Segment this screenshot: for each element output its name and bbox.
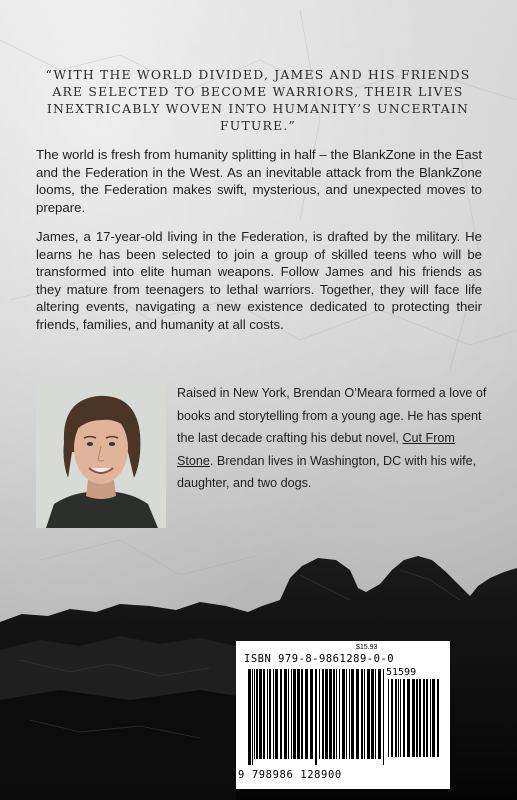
barcode-bar [301, 669, 303, 759]
barcode-bar [371, 669, 374, 759]
barcode-bar [315, 669, 317, 765]
barcode-bar [336, 669, 337, 759]
isbn-number: ISBN 979-8-9861289-0-0 [244, 653, 395, 665]
barcode-bar [291, 669, 292, 759]
barcode-bar [351, 669, 354, 759]
barcode-bar [329, 669, 332, 759]
barcode-bar [280, 669, 282, 759]
barcode-bar [346, 669, 347, 759]
barcode-bar [288, 669, 289, 759]
barcode-bar [293, 669, 296, 759]
barcode-bar [437, 679, 439, 757]
barcode-bar [419, 679, 421, 757]
isbn-barcode [236, 641, 450, 789]
barcode-bar [256, 669, 258, 759]
barcode-bar [388, 679, 389, 757]
barcode-bar [263, 669, 265, 759]
barcode-digits: 9 798986 128900 [238, 769, 342, 781]
barcode-addon-bars [388, 679, 440, 775]
author-photo [36, 382, 166, 528]
barcode-bar [333, 669, 335, 759]
barcode-bar [395, 679, 397, 757]
barcode-bar [423, 679, 425, 757]
barcode-bar [273, 669, 274, 759]
barcode-bar [367, 669, 370, 759]
author-bio-text-end: . Brendan lives in Washington, DC with his wife, daughter, and two dogs. [177, 453, 477, 491]
barcode-bar [297, 669, 300, 759]
barcode-main-bars [248, 669, 384, 765]
barcode-addon-number: 51599 [386, 667, 417, 678]
barcode-bar [339, 669, 340, 759]
barcode-bar [398, 679, 399, 757]
barcode-bar [412, 679, 415, 757]
barcode-bar [426, 679, 428, 757]
barcode-bar [252, 669, 253, 765]
barcode-bar [383, 669, 384, 765]
barcode-bar [356, 669, 359, 759]
barcode-bar [378, 669, 381, 759]
barcode-bar [375, 669, 376, 759]
author-bio [177, 382, 487, 495]
barcode-bar [310, 669, 313, 759]
synopsis-paragraph-2: James, a 17-year-old living in the Federation, is drafted by the military. He learns he has been selected to join a group of skilled teens who will be transformed into elite human weapons. Follow James and his friends as they mature from teenagers to lethal warriors. Together, they will face life altering events, navigating a new existence dedicated to protecting their friends, families, and humanity at all costs. [36, 229, 482, 332]
barcode-bar [269, 669, 271, 759]
synopsis-paragraph-1: The world is fresh from humanity splitting in half – the BlankZone in the East and the Federation in the West. As an inevitable attack from the BlankZone looms, the Federation makes swift, mysterious, and unexpected moves to prepare. [36, 147, 482, 215]
barcode-bar [275, 669, 278, 759]
barcode-bar [259, 669, 262, 759]
barcode-bar [407, 679, 410, 757]
barcode-bar [342, 669, 345, 759]
price-label: $15.93 [356, 644, 378, 651]
barcode-bar [284, 669, 287, 759]
barcode-bar [364, 669, 365, 759]
barcode-bar [325, 669, 328, 759]
barcode-bar [305, 669, 308, 759]
barcode-bar [400, 679, 401, 757]
barcode-bar [248, 669, 251, 765]
barcode-bar [391, 679, 393, 757]
pull-quote: “WITH THE WORLD DIVIDED, JAMES AND HIS FRIENDS ARE SELECTED TO BECOME WARRIORS, THEIR LIVES INEXTRICABLY WOVEN INTO HUMANITY’S UNCERTAIN FUTURE.” [45, 67, 471, 133]
barcode-bar [322, 669, 324, 759]
barcode-bar [267, 669, 268, 759]
barcode-bar [432, 679, 435, 757]
barcode-bar [254, 669, 255, 759]
barcode-bar [349, 669, 350, 759]
barcode-bar [416, 679, 418, 757]
author-portrait-image [36, 382, 166, 528]
barcode-bar [403, 679, 405, 757]
author-bio-text-start: Raised in New York, Brendan O’Meara formed a love of books and storytelling from a young age. He has spent the last decade crafting his debut novel, [177, 386, 487, 446]
barcode-bar [361, 669, 363, 759]
barcode-bar [319, 669, 320, 759]
book-title-link[interactable]: Cut From Stone [177, 431, 455, 468]
barcode-bar [430, 679, 431, 757]
